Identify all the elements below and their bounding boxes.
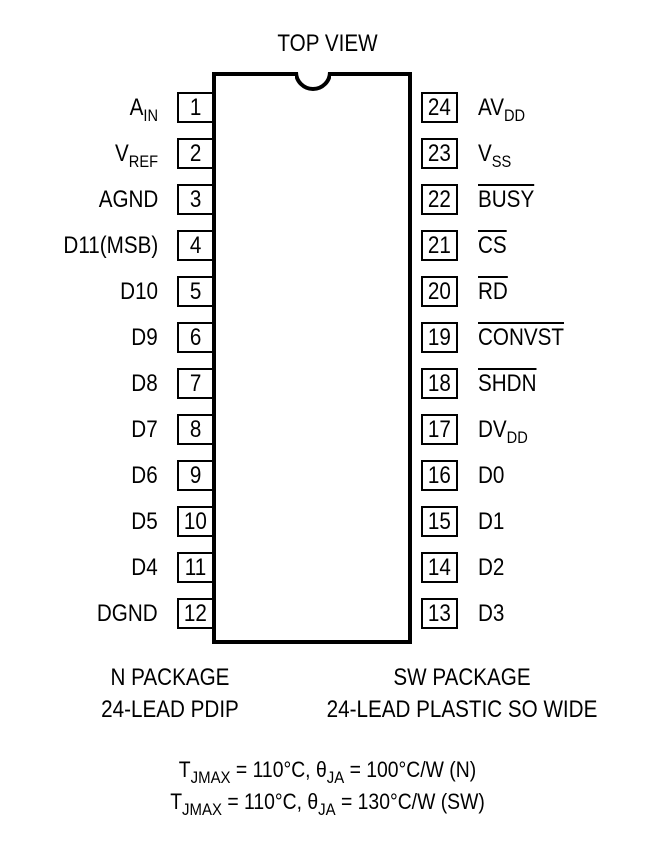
pin-number: 6 bbox=[189, 324, 202, 351]
pin-number: 24 bbox=[428, 94, 451, 121]
pin-1-label bbox=[129, 94, 158, 125]
pin-14-box bbox=[421, 552, 458, 583]
pin-24-box bbox=[421, 92, 458, 123]
pin-number: 3 bbox=[189, 186, 202, 213]
n-package-name: N PACKAGE bbox=[110, 664, 230, 691]
pin-number: 20 bbox=[428, 278, 451, 305]
pin-16-label bbox=[478, 462, 504, 490]
pin-label-text: AGND bbox=[98, 186, 158, 213]
pin-number: 8 bbox=[189, 416, 202, 443]
pin-11-box bbox=[177, 552, 214, 583]
pin-5-label bbox=[120, 278, 158, 306]
pin-3-label bbox=[98, 186, 158, 214]
pin-16-box bbox=[421, 460, 458, 491]
pin-number: 16 bbox=[428, 462, 451, 489]
pin-20-box bbox=[421, 276, 458, 307]
pin-number: 4 bbox=[189, 232, 202, 259]
pin-label-text: A bbox=[129, 94, 144, 121]
pin-label-text: $\overline{CS}$ bbox=[478, 232, 507, 259]
pin-label-subscript: REF bbox=[128, 152, 158, 171]
pin-label-subscript: DD bbox=[504, 106, 526, 125]
pin-label-text: BUSY bbox=[478, 186, 535, 213]
tj-subscript: JMAX bbox=[190, 768, 231, 787]
pin-23-label bbox=[478, 140, 512, 171]
pin-14-label bbox=[478, 554, 504, 582]
theta-value: = 100°C/W (N) bbox=[344, 757, 477, 782]
pin-number: 19 bbox=[428, 324, 451, 351]
pin-label-text: AV bbox=[478, 94, 505, 121]
pin-number: 11 bbox=[184, 554, 207, 581]
pin-2-box bbox=[177, 138, 214, 169]
pin-15-box bbox=[421, 506, 458, 537]
ic-package-body bbox=[212, 72, 412, 644]
pin-7-label bbox=[132, 370, 158, 398]
pin-23-box bbox=[421, 138, 458, 169]
pin-number: 9 bbox=[189, 462, 202, 489]
tj-symbol: T bbox=[170, 789, 183, 814]
pin-9-label bbox=[132, 462, 158, 490]
pin-8-box bbox=[177, 414, 214, 445]
pin-18-label bbox=[478, 370, 536, 398]
theta-subscript: JA bbox=[326, 768, 345, 787]
pin-label-text: SHDN bbox=[478, 370, 537, 397]
thermal-note-1 bbox=[39, 756, 615, 787]
pin-label-text: D3 bbox=[478, 600, 505, 627]
pin-label-text: D11(MSB) bbox=[63, 232, 158, 259]
pin-label-text: D4 bbox=[131, 554, 158, 581]
pin-label-text: D8 bbox=[131, 370, 158, 397]
sw-package-caption bbox=[307, 662, 617, 726]
pin-6-label bbox=[132, 324, 158, 352]
pin-19-label bbox=[478, 324, 564, 352]
pin-label-text: D7 bbox=[131, 416, 158, 443]
pin-label-subscript: SS bbox=[491, 152, 512, 171]
pin-7-box bbox=[177, 368, 214, 399]
pin-number: 14 bbox=[428, 554, 451, 581]
pin-number: 7 bbox=[189, 370, 202, 397]
pin-4-box bbox=[177, 230, 214, 261]
pin-number: 1 bbox=[189, 94, 202, 121]
pin-11-label bbox=[132, 554, 158, 582]
pin-number: 10 bbox=[184, 508, 207, 535]
n-package-type: 24-LEAD PDIP bbox=[101, 696, 239, 723]
pin-label-subscript: IN bbox=[143, 106, 158, 125]
pin-12-box bbox=[177, 598, 214, 629]
pin-10-label bbox=[132, 508, 158, 536]
theta-subscript: JA bbox=[318, 800, 336, 819]
pin-label-text: D1 bbox=[478, 508, 505, 535]
pin-number: 22 bbox=[428, 186, 451, 213]
pin-13-box bbox=[421, 598, 458, 629]
pin-label-text: V bbox=[114, 140, 129, 167]
pin-label-text: $\overline{RD}$ bbox=[478, 278, 508, 305]
pin-number: 12 bbox=[184, 600, 207, 627]
pin-6-box bbox=[177, 322, 214, 353]
tj-subscript: JMAX bbox=[182, 800, 222, 819]
pin-1-box bbox=[177, 92, 214, 123]
tj-symbol: T bbox=[178, 757, 191, 782]
pin-5-box bbox=[177, 276, 214, 307]
theta-symbol: θ bbox=[315, 757, 327, 782]
pin-21-label bbox=[478, 232, 507, 260]
pin-number: 17 bbox=[428, 416, 451, 443]
pin-label-text: D2 bbox=[478, 554, 505, 581]
tj-value: = 110°C, bbox=[230, 757, 316, 782]
pin-number: 5 bbox=[189, 278, 202, 305]
pin-label-text: D6 bbox=[131, 462, 158, 489]
tj-value: = 110°C, bbox=[221, 789, 308, 814]
pin-8-label bbox=[132, 416, 158, 444]
theta-symbol: θ bbox=[307, 789, 319, 814]
pin-4-label bbox=[63, 232, 158, 260]
pin-10-box bbox=[177, 506, 214, 537]
pin-label-text: D10 bbox=[120, 278, 158, 305]
pin-18-box bbox=[421, 368, 458, 399]
pin-label-text: D0 bbox=[478, 462, 505, 489]
pin-13-label bbox=[478, 600, 504, 628]
pin-number: 2 bbox=[189, 140, 202, 167]
pin-24-label bbox=[478, 94, 526, 125]
pin-15-label bbox=[478, 508, 504, 536]
pin-number: 13 bbox=[428, 600, 451, 627]
pin-22-label bbox=[478, 186, 534, 214]
sw-package-name: SW PACKAGE bbox=[393, 664, 531, 691]
pin-number: 23 bbox=[428, 140, 451, 167]
pin-number: 18 bbox=[428, 370, 451, 397]
sw-package-type: 24-LEAD PLASTIC SO WIDE bbox=[326, 696, 598, 723]
pin-label-subscript: DD bbox=[506, 428, 528, 447]
pin-20-label bbox=[478, 278, 508, 306]
pin-label-text: D5 bbox=[131, 508, 158, 535]
pin-17-label bbox=[478, 416, 528, 447]
pin-label-text: CONVST bbox=[478, 324, 565, 351]
pin-label-text: DGND bbox=[97, 600, 158, 627]
pin-9-box bbox=[177, 460, 214, 491]
pin-label-text: DV bbox=[478, 416, 507, 443]
pin-19-box bbox=[421, 322, 458, 353]
pin-3-box bbox=[177, 184, 214, 215]
pin-2-label bbox=[114, 140, 158, 171]
n-package-caption bbox=[84, 662, 256, 726]
theta-value: = 130°C/W (SW) bbox=[335, 789, 485, 814]
diagram-title: TOP VIEW bbox=[277, 30, 378, 57]
pin-21-box bbox=[421, 230, 458, 261]
thermal-note-2 bbox=[39, 788, 615, 819]
pin-label-text: V bbox=[478, 140, 492, 167]
pin1-notch bbox=[295, 68, 331, 104]
pin-number: 21 bbox=[428, 232, 451, 259]
pin-number: 15 bbox=[428, 508, 451, 535]
pin-12-label bbox=[97, 600, 158, 628]
pin-17-box bbox=[421, 414, 458, 445]
pin-label-text: D9 bbox=[131, 324, 158, 351]
pin-22-box bbox=[421, 184, 458, 215]
